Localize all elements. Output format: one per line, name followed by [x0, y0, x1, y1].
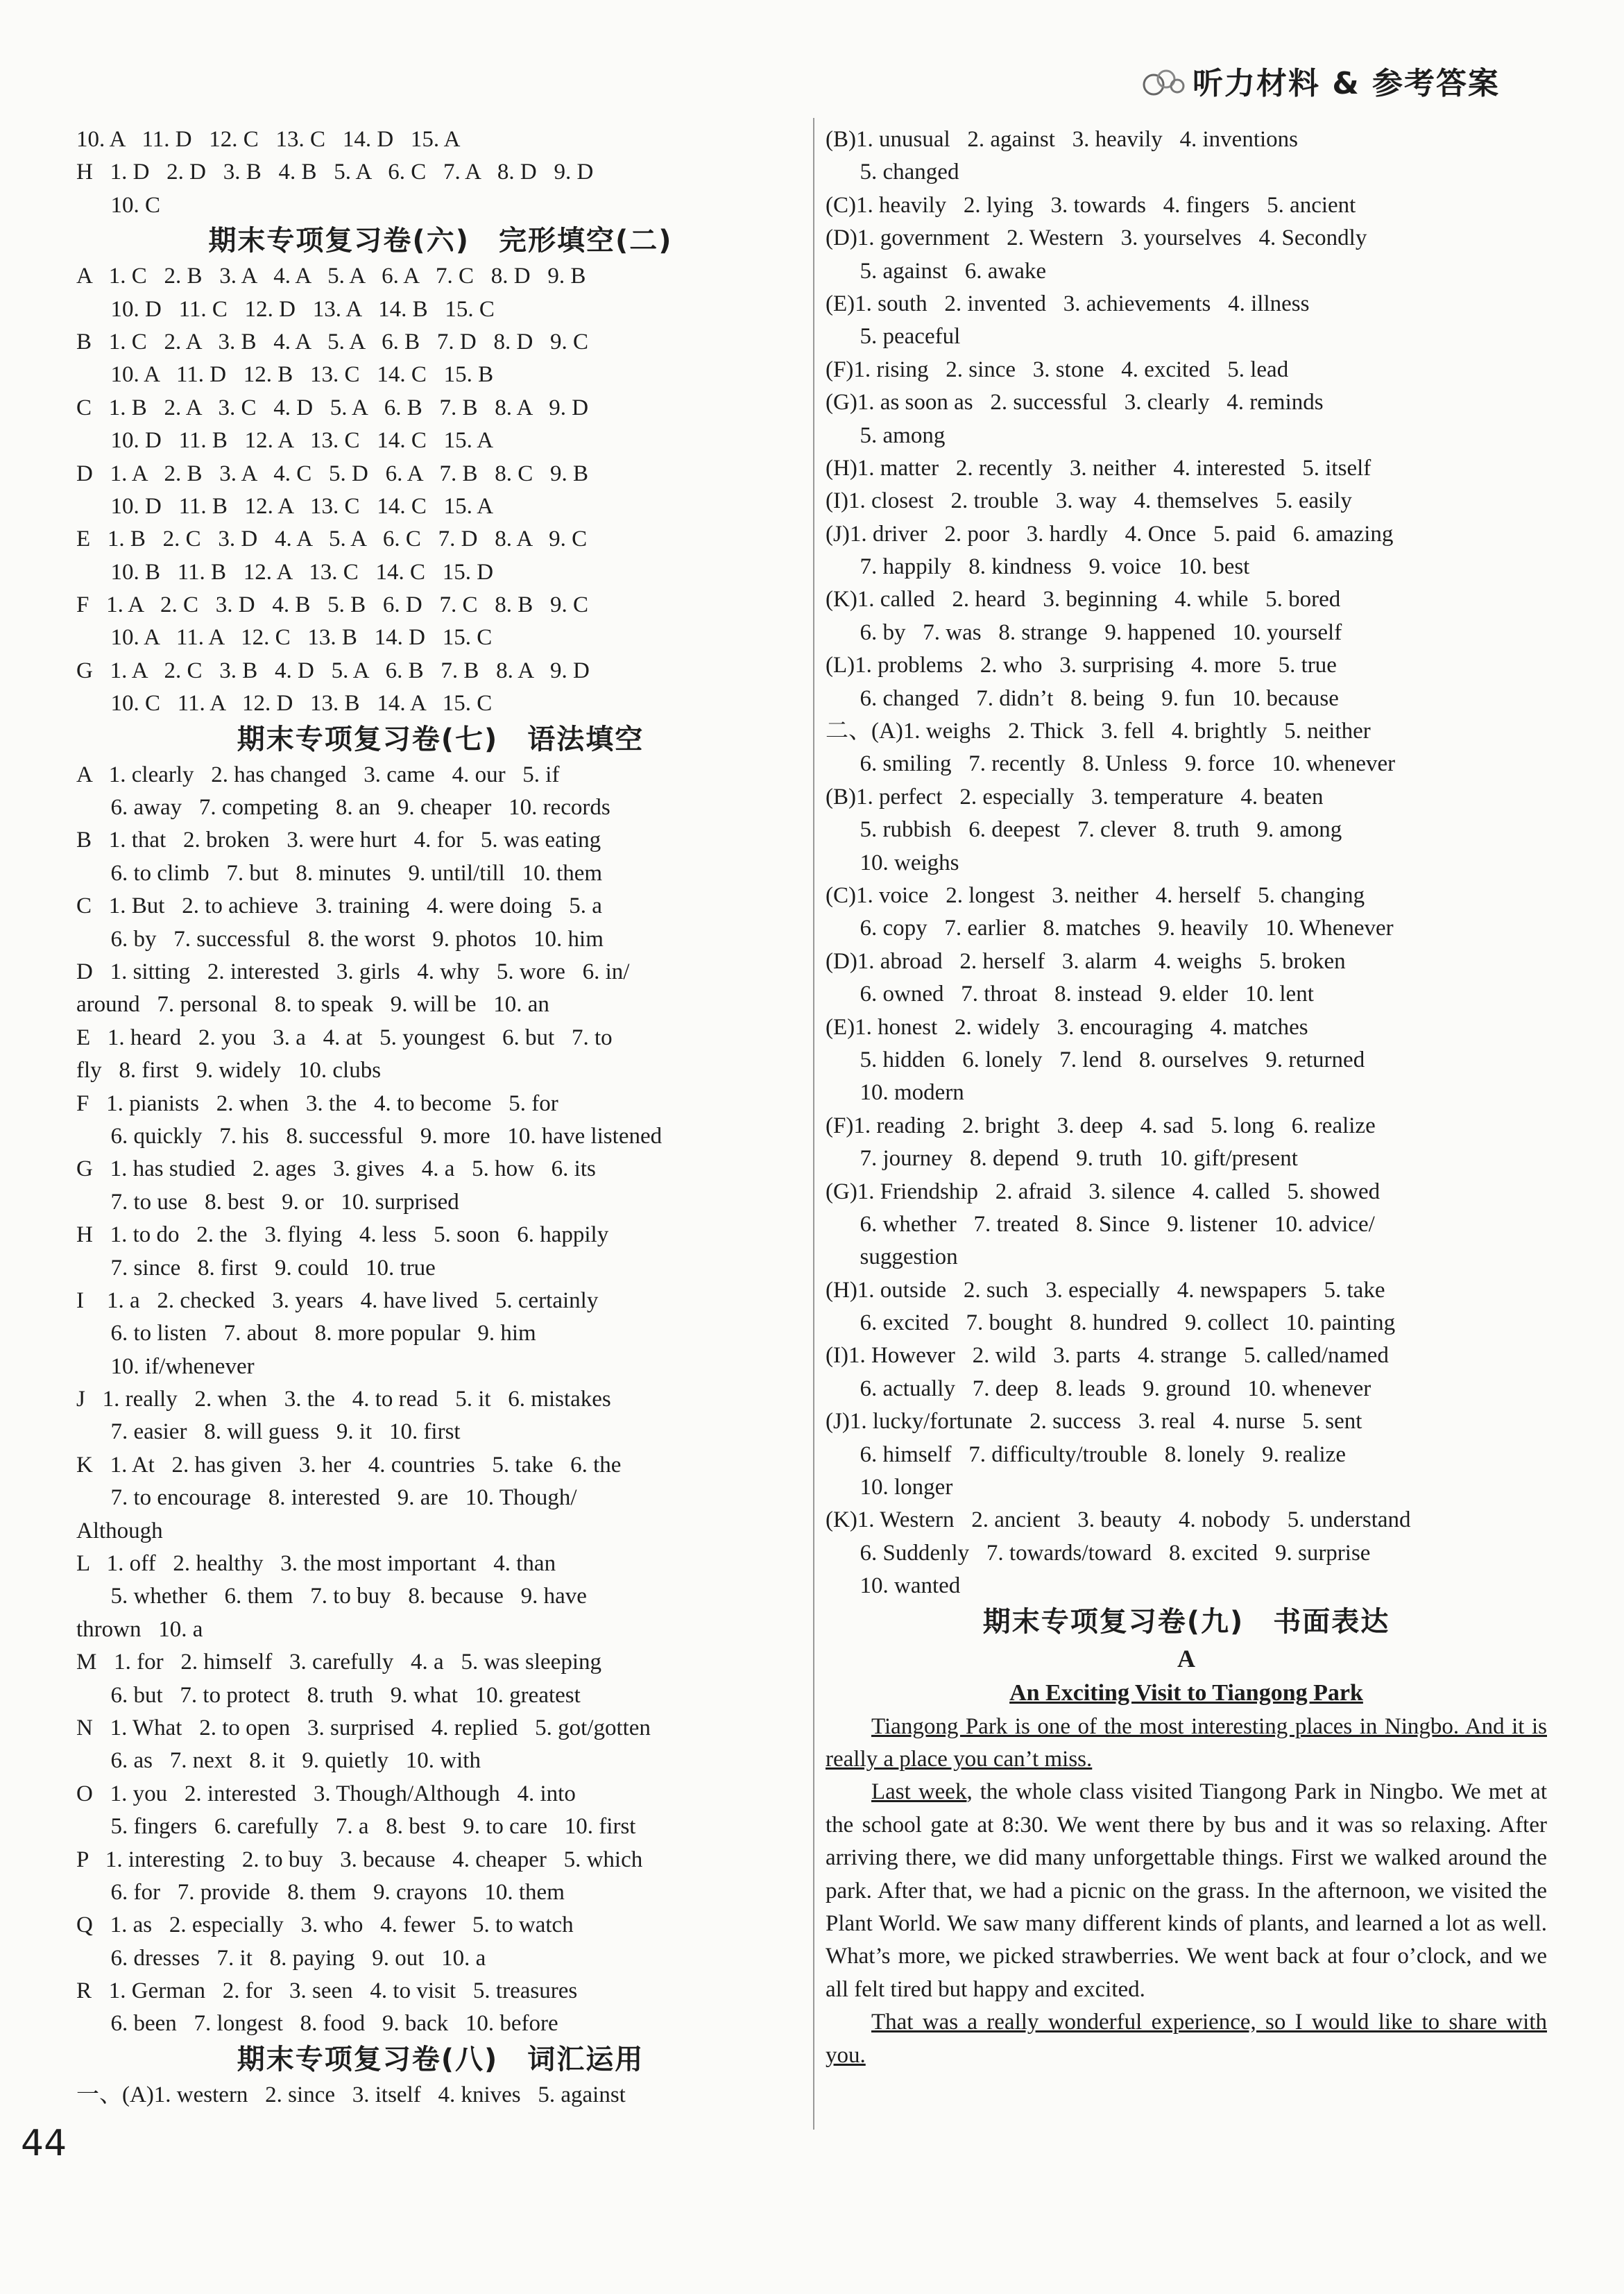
answer-line: E 1. B 2. C 3. D 4. A 5. A 6. C 7. D 8. A 9. C — [76, 527, 588, 552]
answer-line: 5. against 6. awake — [826, 258, 1046, 284]
answer-line: J 1. really 2. when 3. the 4. to read 5. it 6. mistakes — [76, 1387, 611, 1412]
answer-line: 6. to climb 7. but 8. minutes 9. until/till 10. them — [76, 860, 603, 886]
answer-line: E 1. heard 2. you 3. a 4. at 5. youngest 6. but 7. to — [76, 1025, 613, 1050]
answer-line: K 1. At 2. has given 3. her 4. countries 5. take 6. the — [76, 1452, 622, 1478]
answer-line: 6. excited 7. bought 8. hundred 9. collect 10. painting — [826, 1310, 1396, 1336]
answer-line: (E)1. honest 2. widely 3. encouraging 4. matches — [826, 1014, 1308, 1040]
header-title: 听力材料 & 参考答案 — [1193, 66, 1501, 101]
answer-line: (E)1. south 2. invented 3. achievements 4. illness — [826, 291, 1310, 316]
answer-line: (J)1. driver 2. poor 3. hardly 4. Once 5. paid 6. amazing — [826, 521, 1394, 547]
answer-line: (F)1. reading 2. bright 3. deep 4. sad 5. long 6. realize — [826, 1113, 1376, 1138]
answer-line: 6. Suddenly 7. towards/toward 8. excited 9. surprise — [826, 1540, 1371, 1566]
answer-line: (D)1. abroad 2. herself 3. alarm 4. weighs 5. broken — [826, 948, 1346, 974]
answer-line: (C)1. heavily 2. lying 3. towards 4. fingers 5. ancient — [826, 192, 1356, 218]
answer-line: (L)1. problems 2. who 3. surprising 4. more 5. true — [826, 653, 1337, 678]
answer-line: G 1. A 2. C 3. B 4. D 5. A 6. B 7. B 8. A 9. D — [76, 658, 590, 683]
answer-line: (J)1. lucky/fortunate 2. success 3. real 4. nurse 5. sent — [826, 1409, 1362, 1435]
answer-line: 10. D 11. B 12. A 13. C 14. C 15. A — [76, 493, 494, 519]
answer-line: (I)1. However 2. wild 3. parts 4. strange 5. called/named — [826, 1343, 1389, 1369]
answer-block-top — [76, 123, 805, 222]
essay-p1-text: Tiangong Park is one of the most interesting places in Ningbo. And it is really a place you can’t miss. — [826, 1713, 1547, 1772]
answer-line: around 7. personal 8. to speak 9. will be 10. an — [76, 992, 549, 1018]
answer-line: 10. B 11. B 12. A 13. C 14. C 15. D — [76, 559, 494, 585]
answer-line: 10. A 11. D 12. C 13. C 14. D 15. A — [76, 127, 461, 152]
answer-line: (G)1. as soon as 2. successful 3. clearly 4. reminds — [826, 390, 1324, 416]
answer-line: 6. by 7. was 8. strange 9. happened 10. yourself — [826, 619, 1342, 645]
page-header — [1138, 54, 1527, 103]
answer-line: 7. journey 8. depend 9. truth 10. gift/present — [826, 1146, 1298, 1172]
answer-line: (H)1. outside 2. such 3. especially 4. newspapers 5. take — [826, 1277, 1385, 1303]
answer-line: R 1. German 2. for 3. seen 4. to visit 5. treasures — [76, 1978, 578, 2004]
answer-line: 6. away 7. competing 8. an 9. cheaper 10. records — [76, 795, 610, 821]
answer-line: 10. C 11. A 12. D 13. B 14. A 15. C — [76, 691, 493, 717]
answer-line: 6. changed 7. didn’t 8. being 9. fun 10. because — [826, 685, 1339, 711]
section-title-6: 期末专项复习卷(六) 完形填空(二) — [208, 225, 673, 257]
essay-paragraph-2 — [826, 1776, 1547, 2006]
answer-line: 6. himself 7. difficulty/trouble 8. lonely 9. realize — [826, 1441, 1346, 1467]
answer-line: 10. if/whenever — [76, 1353, 255, 1379]
page-number: 44 — [21, 2123, 67, 2164]
answer-line: Q 1. as 2. especially 3. who 4. fewer 5. to watch — [76, 1912, 574, 1938]
answer-line: F 1. pianists 2. when 3. the 4. to become 5. for — [76, 1090, 558, 1116]
answer-line: 6. to listen 7. about 8. more popular 9. him — [76, 1321, 536, 1346]
answer-line: 7. to use 8. best 9. or 10. surprised — [76, 1189, 459, 1215]
answer-line: I 1. a 2. checked 3. years 4. have lived 5. certainly — [76, 1287, 599, 1313]
section-title-7: 期末专项复习卷(七) 语法填空 — [237, 723, 644, 755]
answer-line: 7. to encourage 8. interested 9. are 10. Though/ — [76, 1485, 577, 1511]
answer-line: 10. A 11. A 12. C 13. B 14. D 15. C — [76, 625, 493, 651]
answer-line: B 1. that 2. broken 3. were hurt 4. for 5. was eating — [76, 828, 601, 853]
left-column — [76, 123, 805, 2112]
answer-line: (G)1. Friendship 2. afraid 3. silence 4. called 5. showed — [826, 1179, 1381, 1204]
answer-line: (C)1. voice 2. longest 3. neither 4. herself 5. changing — [826, 882, 1365, 908]
answer-line: thrown 10. a — [76, 1616, 203, 1642]
essay-p2-text: , the whole class visited Tiangong Park in Ningbo. We met at the school gate at 8:30. We went there by bus and it was so relaxing. After arriving there, we did many unforgettable things. First we walked around the park. After that, we had a picnic on the grass. In the afternoon, we visited the Plant World. We saw many different kinds of plants, and learned a lot as well. What’s more, we picked strawberries. We went back at four o’clock, and we all felt tired but happy and excited. — [826, 1779, 1547, 2002]
answer-line: 10. longer — [826, 1475, 953, 1500]
answer-line: A 1. C 2. B 3. A 4. A 5. A 6. A 7. C 8. D 9. B — [76, 264, 586, 289]
answer-line: 6. quickly 7. his 8. successful 9. more 10. have listened — [76, 1123, 663, 1149]
section-sub-letter: A — [1177, 1644, 1195, 1672]
answer-line: F 1. A 2. C 3. D 4. B 5. B 6. D 7. C 8. B 9. C — [76, 592, 589, 618]
answer-line: H 1. to do 2. the 3. flying 4. less 5. soon 6. happily — [76, 1222, 609, 1248]
answer-line: 6. actually 7. deep 8. leads 9. ground 10. whenever — [826, 1376, 1371, 1401]
answer-line: P 1. interesting 2. to buy 3. because 4. cheaper 5. which — [76, 1847, 643, 1872]
essay-p2-lead: Last week — [871, 1779, 967, 1805]
answer-line: (H)1. matter 2. recently 3. neither 4. interested 5. itself — [826, 455, 1371, 481]
essay-paragraph-1 — [826, 1711, 1547, 1777]
answer-line: 6. as 7. next 8. it 9. quietly 10. with — [76, 1748, 481, 1774]
essay-p3-text: That was a really wonderful experience, so I would like to share with you. — [826, 2010, 1547, 2068]
answer-line: 10. wanted — [826, 1573, 961, 1599]
answer-line: 10. D 11. B 12. A 13. C 14. C 15. A — [76, 428, 494, 454]
answer-line: 7. since 8. first 9. could 10. true — [76, 1255, 436, 1281]
answer-line: 二、(A)1. weighs 2. Thick 3. fell 4. brightly 5. neither — [826, 719, 1371, 744]
answer-line: 6. by 7. successful 8. the worst 9. photos 10. him — [76, 926, 604, 952]
answer-line: 6. been 7. longest 8. food 9. back 10. before — [76, 2011, 558, 2037]
answer-line: 5. changed — [826, 160, 959, 185]
answer-line: 10. D 11. C 12. D 13. A 14. B 15. C — [76, 296, 495, 322]
answer-block-7 — [76, 759, 805, 2041]
answer-line: 6. smiling 7. recently 8. Unless 9. force 10. whenever — [826, 751, 1396, 777]
answer-line: 5. peaceful — [826, 324, 961, 350]
answer-line: 10. weighs — [826, 850, 959, 875]
answer-line: A 1. clearly 2. has changed 3. came 4. our 5. if — [76, 762, 560, 787]
answer-line: B 1. C 2. A 3. B 4. A 5. A 6. B 7. D 8. D 9. C — [76, 329, 589, 354]
answer-line: D 1. sitting 2. interested 3. girls 4. why 5. wore 6. in/ — [76, 959, 630, 984]
essay-paragraph-3 — [826, 2006, 1547, 2072]
answer-line: (B)1. perfect 2. especially 3. temperature 4. beaten — [826, 784, 1324, 810]
circles-logo-icon — [1138, 61, 1201, 100]
answer-line: G 1. has studied 2. ages 3. gives 4. a 5. how 6. its — [76, 1156, 596, 1182]
answer-line: 5. fingers 6. carefully 7. a 8. best 9. to care 10. first — [76, 1814, 636, 1840]
answer-line: 5. rubbish 6. deepest 7. clever 8. truth 9. among — [826, 817, 1342, 843]
answer-line: 6. owned 7. throat 8. instead 9. elder 10. lent — [826, 982, 1314, 1007]
answer-line: 6. dresses 7. it 8. paying 9. out 10. a — [76, 1945, 486, 1971]
answer-line: 10. C — [76, 192, 161, 218]
answer-line: (B)1. unusual 2. against 3. heavily 4. inventions — [826, 127, 1298, 152]
essay-title: An Exciting Visit to Tiangong Park — [1009, 1679, 1363, 1706]
answer-line: (D)1. government 2. Western 3. yourselves 4. Secondly — [826, 225, 1367, 251]
answer-line: (I)1. closest 2. trouble 3. way 4. themselves 5. easily — [826, 488, 1352, 514]
answer-line: fly 8. first 9. widely 10. clubs — [76, 1058, 382, 1084]
answer-line: C 1. But 2. to achieve 3. training 4. were doing 5. a — [76, 893, 602, 919]
answer-line: 5. whether 6. them 7. to buy 8. because 9. have — [76, 1584, 587, 1609]
answer-line: 6. whether 7. treated 8. Since 9. listener 10. advice/ — [826, 1211, 1375, 1237]
answer-line: H 1. D 2. D 3. B 4. B 5. A 6. C 7. A 8. D 9. D — [76, 160, 594, 185]
answer-line: O 1. you 2. interested 3. Though/Although 4. into — [76, 1781, 576, 1806]
answer-line: 5. hidden 6. lonely 7. lend 8. ourselves 9. returned — [826, 1047, 1365, 1072]
answer-line: 一、(A)1. western 2. since 3. itself 4. knives 5. against — [76, 2082, 626, 2107]
answer-line: N 1. What 2. to open 3. surprised 4. replied 5. got/gotten — [76, 1715, 651, 1740]
answer-line: 5. among — [826, 422, 946, 448]
answer-line: L 1. off 2. healthy 3. the most important 4. than — [76, 1551, 556, 1577]
right-column — [826, 123, 1547, 2072]
answer-line: Although — [76, 1518, 163, 1543]
answer-line: 6. for 7. provide 8. them 9. crayons 10. them — [76, 1879, 565, 1905]
answer-line: 7. easier 8. will guess 9. it 10. first — [76, 1419, 461, 1445]
answer-line: 6. but 7. to protect 8. truth 9. what 10. greatest — [76, 1682, 581, 1708]
section-title-9: 期末专项复习卷(九) 书面表达 — [982, 1605, 1390, 1638]
answer-line: 10. A 11. D 12. B 13. C 14. C 15. B — [76, 362, 494, 388]
answer-block-6 — [76, 260, 805, 720]
answer-line: 6. copy 7. earlier 8. matches 9. heavily 10. Whenever — [826, 916, 1394, 941]
answer-line: (F)1. rising 2. since 3. stone 4. excited 5. lead — [826, 357, 1289, 382]
answer-line: suggestion — [826, 1244, 958, 1270]
answer-line: C 1. B 2. A 3. C 4. D 5. A 6. B 7. B 8. A 9. D — [76, 395, 589, 420]
answer-line: (K)1. Western 2. ancient 3. beauty 4. nobody 5. understand — [826, 1507, 1411, 1533]
answer-line: M 1. for 2. himself 3. carefully 4. a 5. was sleeping — [76, 1650, 602, 1675]
section-title-8: 期末专项复习卷(八) 词汇运用 — [237, 2043, 644, 2075]
answer-line: D 1. A 2. B 3. A 4. C 5. D 6. A 7. B 8. C 9. B — [76, 461, 589, 486]
answer-block-8-cont — [826, 123, 1547, 1603]
answer-line: 10. modern — [826, 1080, 964, 1106]
answer-line: 7. happily 8. kindness 9. voice 10. best — [826, 554, 1250, 580]
answer-line: (K)1. called 2. heard 3. beginning 4. while 5. bored — [826, 587, 1341, 613]
column-divider — [813, 118, 814, 2130]
